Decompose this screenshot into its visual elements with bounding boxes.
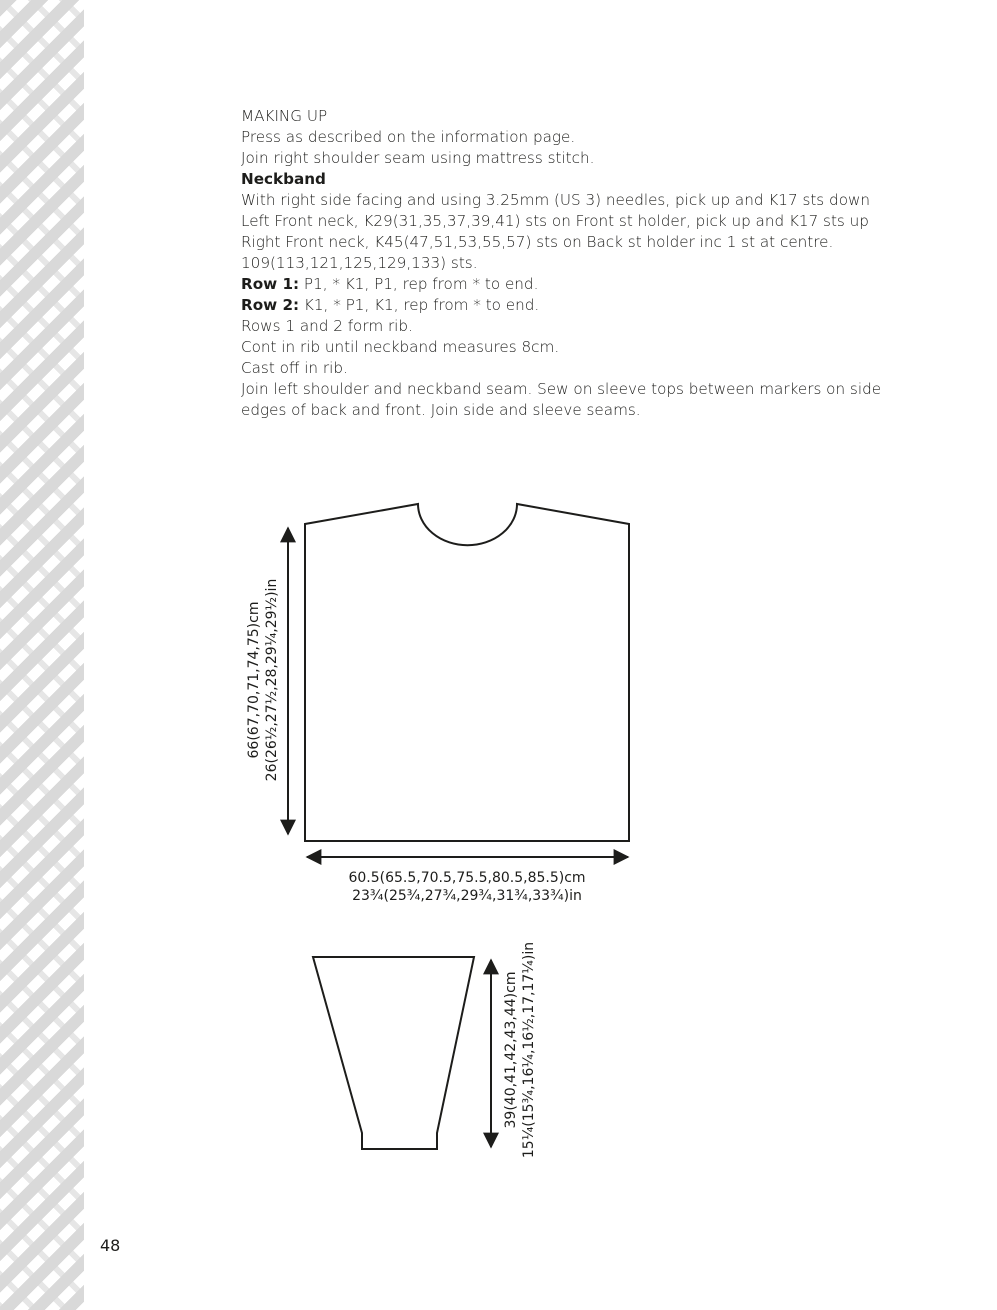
body-width-cm: 60.5(65.5,70.5,75.5,80.5,85.5)cm <box>348 870 586 886</box>
neckband-heading: Neckband <box>241 170 326 188</box>
neckband-paragraph: With right side facing and using 3.25mm (US 3) needles, pick up and K17 sts down Left Front neck, K29(31,35,37,39,41) sts on Front st holder, pick up and K17 sts up Right Front neck, K45(47,51,53,55,57) sts on Back st holder inc 1 st at centre. <box>241 191 871 251</box>
body-width-in: 23¾(25¾,27¾,29¾,31¾,33¾)in <box>352 888 582 904</box>
body-height-cm: 66(67,70,71,74,75)cm <box>246 601 262 759</box>
row-1-text: P1, * K1, P1, rep from * to end. <box>299 275 539 293</box>
final-paragraph: Join left shoulder and neckband seam. Sew on sleeve tops between markers on side edges of back and front. Join side and sleeve seams. <box>241 380 882 419</box>
instruction-line: Join right shoulder seam using mattress stitch. <box>241 149 595 167</box>
body-outline <box>305 504 629 841</box>
instruction-line: Press as described on the information page. <box>241 128 576 146</box>
row-2-text: K1, * P1, K1, rep from * to end. <box>299 296 540 314</box>
page-number: 48 <box>100 1236 121 1255</box>
row-2-label: Row 2: <box>241 296 300 314</box>
sleeve-outline <box>313 957 474 1149</box>
sleeve-length-in: 15¼(15¾,16¼,16½,17,17¼)in <box>521 941 537 1159</box>
instruction-line: Rows 1 and 2 form rib. <box>241 317 413 335</box>
section-heading: MAKING UP <box>241 107 328 125</box>
sleeve-length-cm: 39(40,41,42,43,44)cm <box>503 971 519 1129</box>
instruction-line: Cont in rib until neckband measures 8cm. <box>241 338 560 356</box>
body-height-in: 26(26½,27½,28,29¼,29½)in <box>264 578 280 782</box>
stitch-count: 109(113,121,125,129,133) sts. <box>241 254 478 272</box>
instruction-line: Cast off in rib. <box>241 359 348 377</box>
row-1-label: Row 1: <box>241 275 300 293</box>
